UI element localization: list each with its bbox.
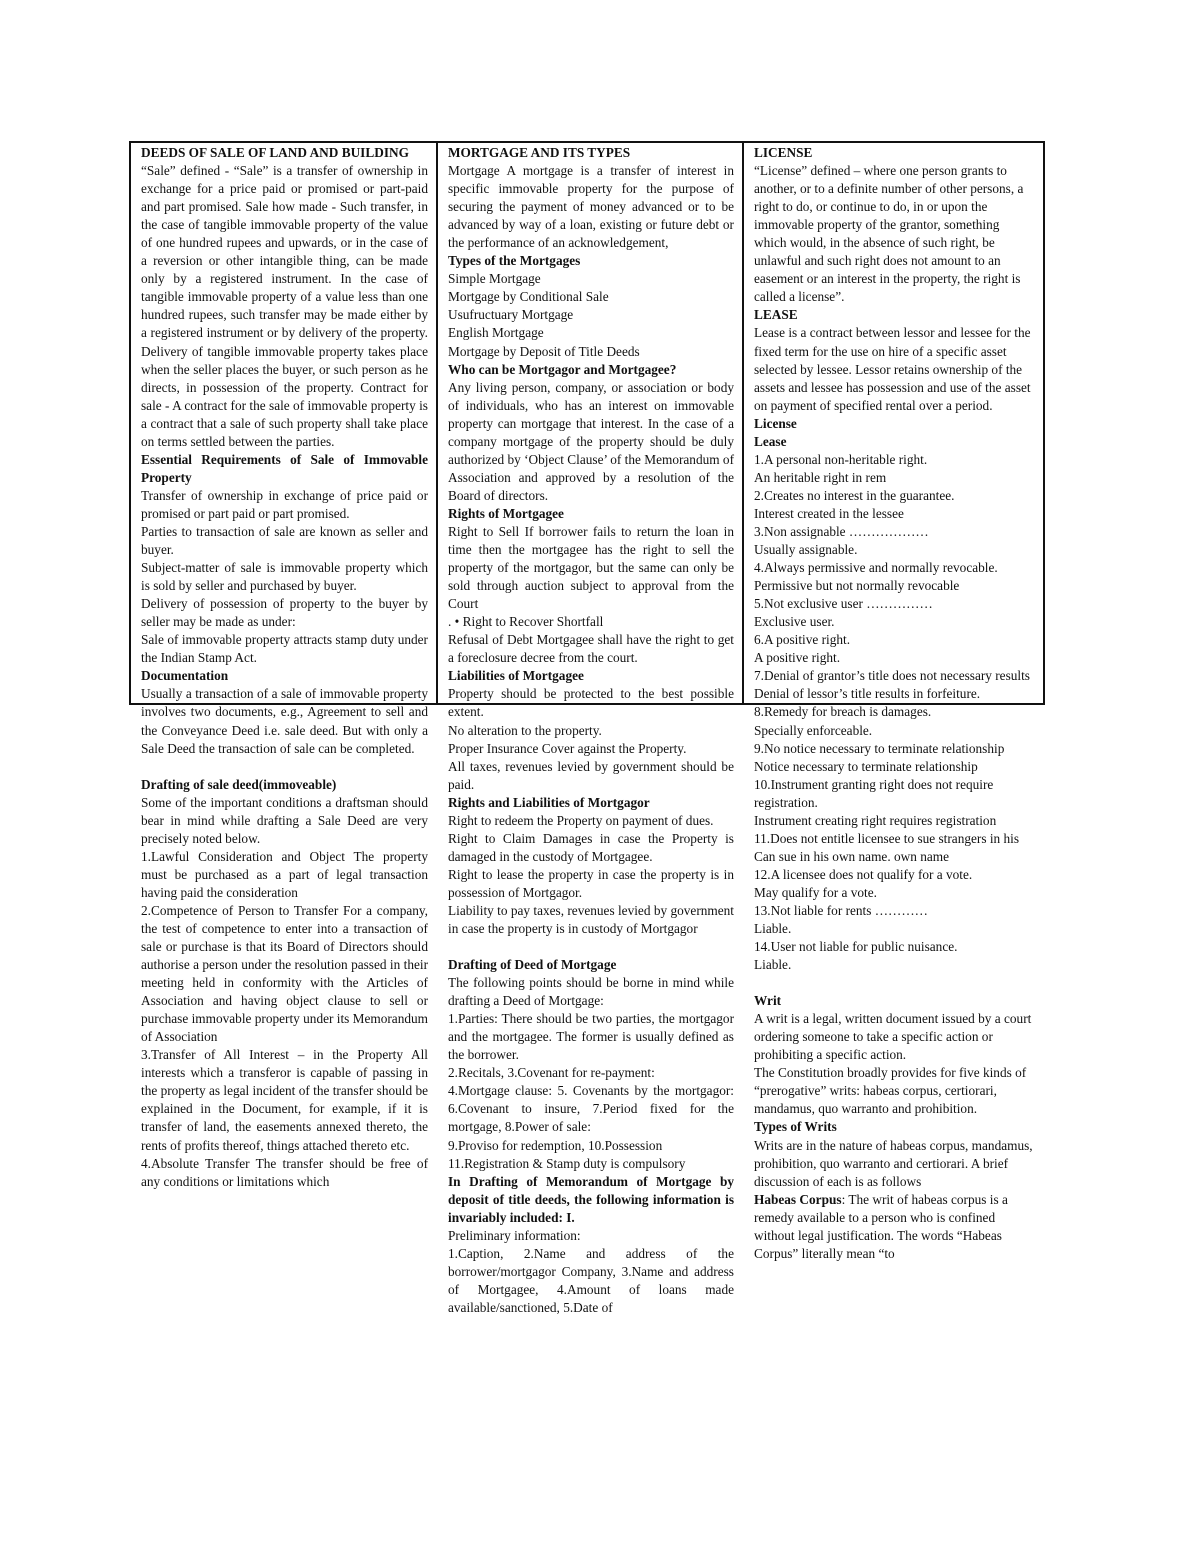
- paragraph: Liable.: [754, 921, 792, 937]
- paragraph: Right to lease the property in case the property is in possession of Mortgagor.: [448, 866, 734, 900]
- paragraph: 13.Not liable for rents …………: [754, 902, 928, 918]
- blank-line: [448, 938, 734, 956]
- paragraph: 2.Creates no interest in the guarantee.: [754, 487, 955, 503]
- paragraph: Denial of lessor’s title results in forfeiture.: [754, 686, 981, 702]
- paragraph: Exclusive user.: [754, 614, 835, 630]
- paragraph: Liable.: [754, 957, 792, 973]
- paragraph: Any living person, company, or association or body of individuals, who has an interest on immovable property can mortgage that interest. In the case of a company mortgage of the property should be duly authorized by ‘Object Clause’ of the Memorandum of Association and approved by a resolution of the Board of directors.: [448, 379, 734, 503]
- paragraph: 2.Recitals, 3.Covenant for re-payment:: [448, 1065, 655, 1081]
- paragraph-text: : The writ of habeas corpus is a remedy available to a person who is confined without legal justification. The words “Habeas Corpus” literally mean “to: [754, 1191, 1008, 1261]
- paragraph: Delivery of possession of property to the buyer by seller may be made as under:: [141, 596, 428, 630]
- paragraph: Permissive but not normally revocable: [754, 578, 960, 594]
- paragraph: 9.Proviso for redemption, 10.Possession: [448, 1137, 663, 1153]
- paragraph: Parties to transaction of sale are known as seller and buyer.: [141, 523, 428, 558]
- paragraph: Usually assignable.: [754, 542, 858, 558]
- section-heading: LEASE: [754, 307, 798, 323]
- section-heading: Drafting of sale deed(immoveable): [141, 776, 337, 792]
- paragraph: Can sue in his own name. own name: [754, 848, 949, 864]
- paragraph: 3.Non assignable ………………: [754, 523, 929, 539]
- inline-term: Habeas Corpus: [754, 1191, 842, 1207]
- paragraph: Mortgage A mortgage is a transfer of interest in specific immovable property for the purpose of securing the payment of money advanced or to be advanced by way of a loan, existing or future debt or the performance of an acknowledgement,: [448, 163, 734, 251]
- column-sale-deeds: [131, 143, 438, 1189]
- paragraph: Some of the important conditions a draftsman should bear in mind while drafting a Sale Deed are very precisely noted below.: [141, 794, 428, 846]
- paragraph: An heritable right in rem: [754, 469, 887, 485]
- blank-line: [754, 974, 1035, 992]
- section-heading: Types of the Mortgages: [448, 253, 581, 269]
- paragraph: No alteration to the property.: [448, 722, 602, 738]
- section-heading: MORTGAGE AND ITS TYPES: [448, 145, 631, 160]
- paragraph: Usufructuary Mortgage: [448, 307, 574, 323]
- paragraph: Subject-matter of sale is immovable property which is sold by seller and purchased by buyer.: [141, 560, 428, 594]
- paragraph: “License” defined – where one person grants to another, or to a definite number of other persons, a right to do, or continue to do, in or upon the immovable property of the grantor, something which would, in the absence of such right, be unlawful and such right does not amount to an easement or an interest in the property, the right is called a license”.: [754, 163, 1024, 305]
- paragraph: Right to redeem the Property on payment of dues.: [448, 812, 714, 828]
- paragraph: The Constitution broadly provides for five kinds of “prerogative” writs: habeas corpus, certiorari, mandamus, quo warranto and prohibition.: [754, 1065, 1027, 1117]
- section-heading: DEEDS OF SALE OF LAND AND BUILDING: [141, 145, 409, 160]
- paragraph: Specially enforceable.: [754, 722, 873, 738]
- paragraph: [754, 1191, 1035, 1263]
- paragraph: 9.No notice necessary to terminate relationship: [754, 740, 1005, 756]
- paragraph: 5.Not exclusive user ……………: [754, 596, 933, 612]
- paragraph: 14.User not liable for public nuisance.: [754, 939, 958, 955]
- blank-line: [141, 758, 428, 776]
- section-heading: Lease: [754, 433, 787, 449]
- paragraph: Transfer of ownership in exchange of price paid or promised or part paid or part promised.: [141, 487, 428, 521]
- paragraph: Lease is a contract between lessor and lessee for the fixed term for the use on hire of a specific asset selected by lessee. Lessor retains ownership of the assets and lessee has possession and use of the asset on payment of specified rental over a period.: [754, 325, 1031, 413]
- section-heading: License: [754, 415, 797, 431]
- paragraph: 8.Remedy for breach is damages.: [754, 704, 932, 720]
- paragraph: Instrument creating right requires registration: [754, 812, 997, 828]
- paragraph: Notice necessary to terminate relationship: [754, 758, 978, 774]
- section-heading: Who can be Mortgagor and Mortgagee?: [448, 361, 677, 377]
- paragraph: May qualify for a vote.: [754, 884, 877, 900]
- paragraph: “Sale” defined - “Sale” is a transfer of ownership in exchange for a price paid or promised or part-paid and part promised. Sale how made - Such transfer, in the case of tangible immovable property of the value of one hundred rupees and upwards, or in the case of a reversion or other intangible thing, can be made only by a registered instrument. In the case of tangible immovable property of a value less than one hundred rupees, such transfer may be made either by a registered instrument or by delivery of the property. Delivery of tangible immovable property takes place when the seller places the buyer, or such person as he directs, in possession of the property. Contract for sale - A contract for the sale of immovable property is a contract that a sale of such property shall take place on terms settled between the parties.: [141, 163, 428, 449]
- section-heading: LICENSE: [754, 145, 813, 160]
- paragraph: 12.A licensee does not qualify for a vote.: [754, 866, 973, 882]
- paragraph: Usually a transaction of a sale of immovable property involves two documents, e.g., Agreement to sell and the Conveyance Deed i.e. sale deed. But with only a Sale Deed the transaction of sale can be completed.: [141, 686, 428, 756]
- paragraph: A writ is a legal, written document issued by a court ordering someone to take a specific action or prohibiting a specific action.: [754, 1011, 1032, 1063]
- paragraph: Sale of immovable property attracts stamp duty under the Indian Stamp Act.: [141, 632, 428, 666]
- paragraph: The following points should be borne in mind while drafting a Deed of Mortgage:: [448, 975, 734, 1009]
- section-heading: In Drafting of Memorandum of Mortgage by deposit of title deeds, the following information is invariably included: I.: [448, 1173, 734, 1225]
- section-heading: Documentation: [141, 668, 229, 684]
- paragraph: English Mortgage: [448, 325, 544, 341]
- section-heading: Drafting of Deed of Mortgage: [448, 957, 617, 973]
- paragraph: Interest created in the lessee: [754, 505, 904, 521]
- section-heading: Types of Writs: [754, 1119, 837, 1135]
- paragraph: 1.Parties: There should be two parties, the mortgagor and the mortgagee. The former is usually defined as the borrower.: [448, 1011, 734, 1063]
- paragraph: 4.Always permissive and normally revocable.: [754, 560, 998, 576]
- paragraph: Refusal of Debt Mortgagee shall have the right to get a foreclosure decree from the court.: [448, 632, 734, 666]
- paragraph: 4.Absolute Transfer The transfer should be free of any conditions or limitations which: [141, 1155, 428, 1189]
- paragraph: Simple Mortgage: [448, 271, 541, 287]
- paragraph: Right to Sell If borrower fails to return the loan in time then the mortgagee has the right to sell the property of the mortgagor, but the same can only be sold through auction subject to approval from the Court: [448, 523, 734, 612]
- paragraph: Mortgage by Deposit of Title Deeds: [448, 343, 640, 359]
- paragraph: 10.Instrument granting right does not require registration.: [754, 776, 994, 810]
- document-page: [129, 141, 1045, 1315]
- paragraph: Preliminary information:: [448, 1227, 581, 1243]
- paragraph: 11.Does not entitle licensee to sue strangers in his: [754, 830, 1020, 846]
- paragraph: 11.Registration & Stamp duty is compulsory: [448, 1155, 686, 1171]
- section-heading: Essential Requirements of Sale of Immovable Property: [141, 451, 428, 485]
- paragraph: 1.Caption, 2.Name and address of the borrower/mortgagor Company, 3.Name and address of Mortgagee, 4.Amount of loans made available/sanctioned, 5.Date of: [448, 1245, 734, 1315]
- section-heading: Writ: [754, 993, 782, 1009]
- paragraph: 1.Lawful Consideration and Object The property must be purchased as a part of legal transaction having paid the consideration: [141, 848, 428, 900]
- paragraph: 6.A positive right.: [754, 632, 851, 648]
- paragraph: A positive right.: [754, 650, 841, 666]
- paragraph: All taxes, revenues levied by government should be paid.: [448, 758, 734, 792]
- paragraph: 2.Competence of Person to Transfer For a company, the test of competence to enter into a transaction of sale or purchase is that its Board of Directors should authorise a person under the resolution passed in their meeting held in conformity with the Articles of Association and having object clause to sell or purchase immovable property under its Memorandum of Association: [141, 902, 428, 1045]
- paragraph: 4.Mortgage clause: 5. Covenants by the mortgagor: 6.Covenant to insure, 7.Period fixed for the mortgage, 8.Power of sale:: [448, 1083, 734, 1135]
- section-heading: Rights of Mortgagee: [448, 505, 564, 521]
- paragraph: Proper Insurance Cover against the Property.: [448, 740, 687, 756]
- paragraph: Right to Claim Damages in case the Property is damaged in the custody of Mortgagee.: [448, 830, 734, 864]
- column-license-lease-writ: [744, 143, 1043, 1261]
- section-heading: Rights and Liabilities of Mortgagor: [448, 794, 650, 810]
- paragraph: 7.Denial of grantor’s title does not necessary results: [754, 668, 1030, 684]
- paragraph: Liability to pay taxes, revenues levied by government in case the property is in custody of Mortgagor: [448, 902, 734, 937]
- paragraph: 1.A personal non-heritable right.: [754, 451, 928, 467]
- section-heading: Liabilities of Mortgagee: [448, 668, 584, 684]
- column-mortgage: [438, 143, 744, 1315]
- paragraph: Writs are in the nature of habeas corpus, mandamus, prohibition, quo warranto and certiorari. A brief discussion of each is as follows: [754, 1137, 1033, 1189]
- paragraph: 3.Transfer of All Interest – in the Property All interests which a transferor is capable of passing in the property as legal incident of the transfer should be explained in the Document, for example, if it is transfer of land, the easements annexed thereto, the rents of profits thereof, things attached thereto etc.: [141, 1047, 428, 1153]
- paragraph: . • Right to Recover Shortfall: [448, 614, 604, 630]
- paragraph: Property should be protected to the best possible extent.: [448, 686, 734, 720]
- paragraph: Mortgage by Conditional Sale: [448, 289, 609, 305]
